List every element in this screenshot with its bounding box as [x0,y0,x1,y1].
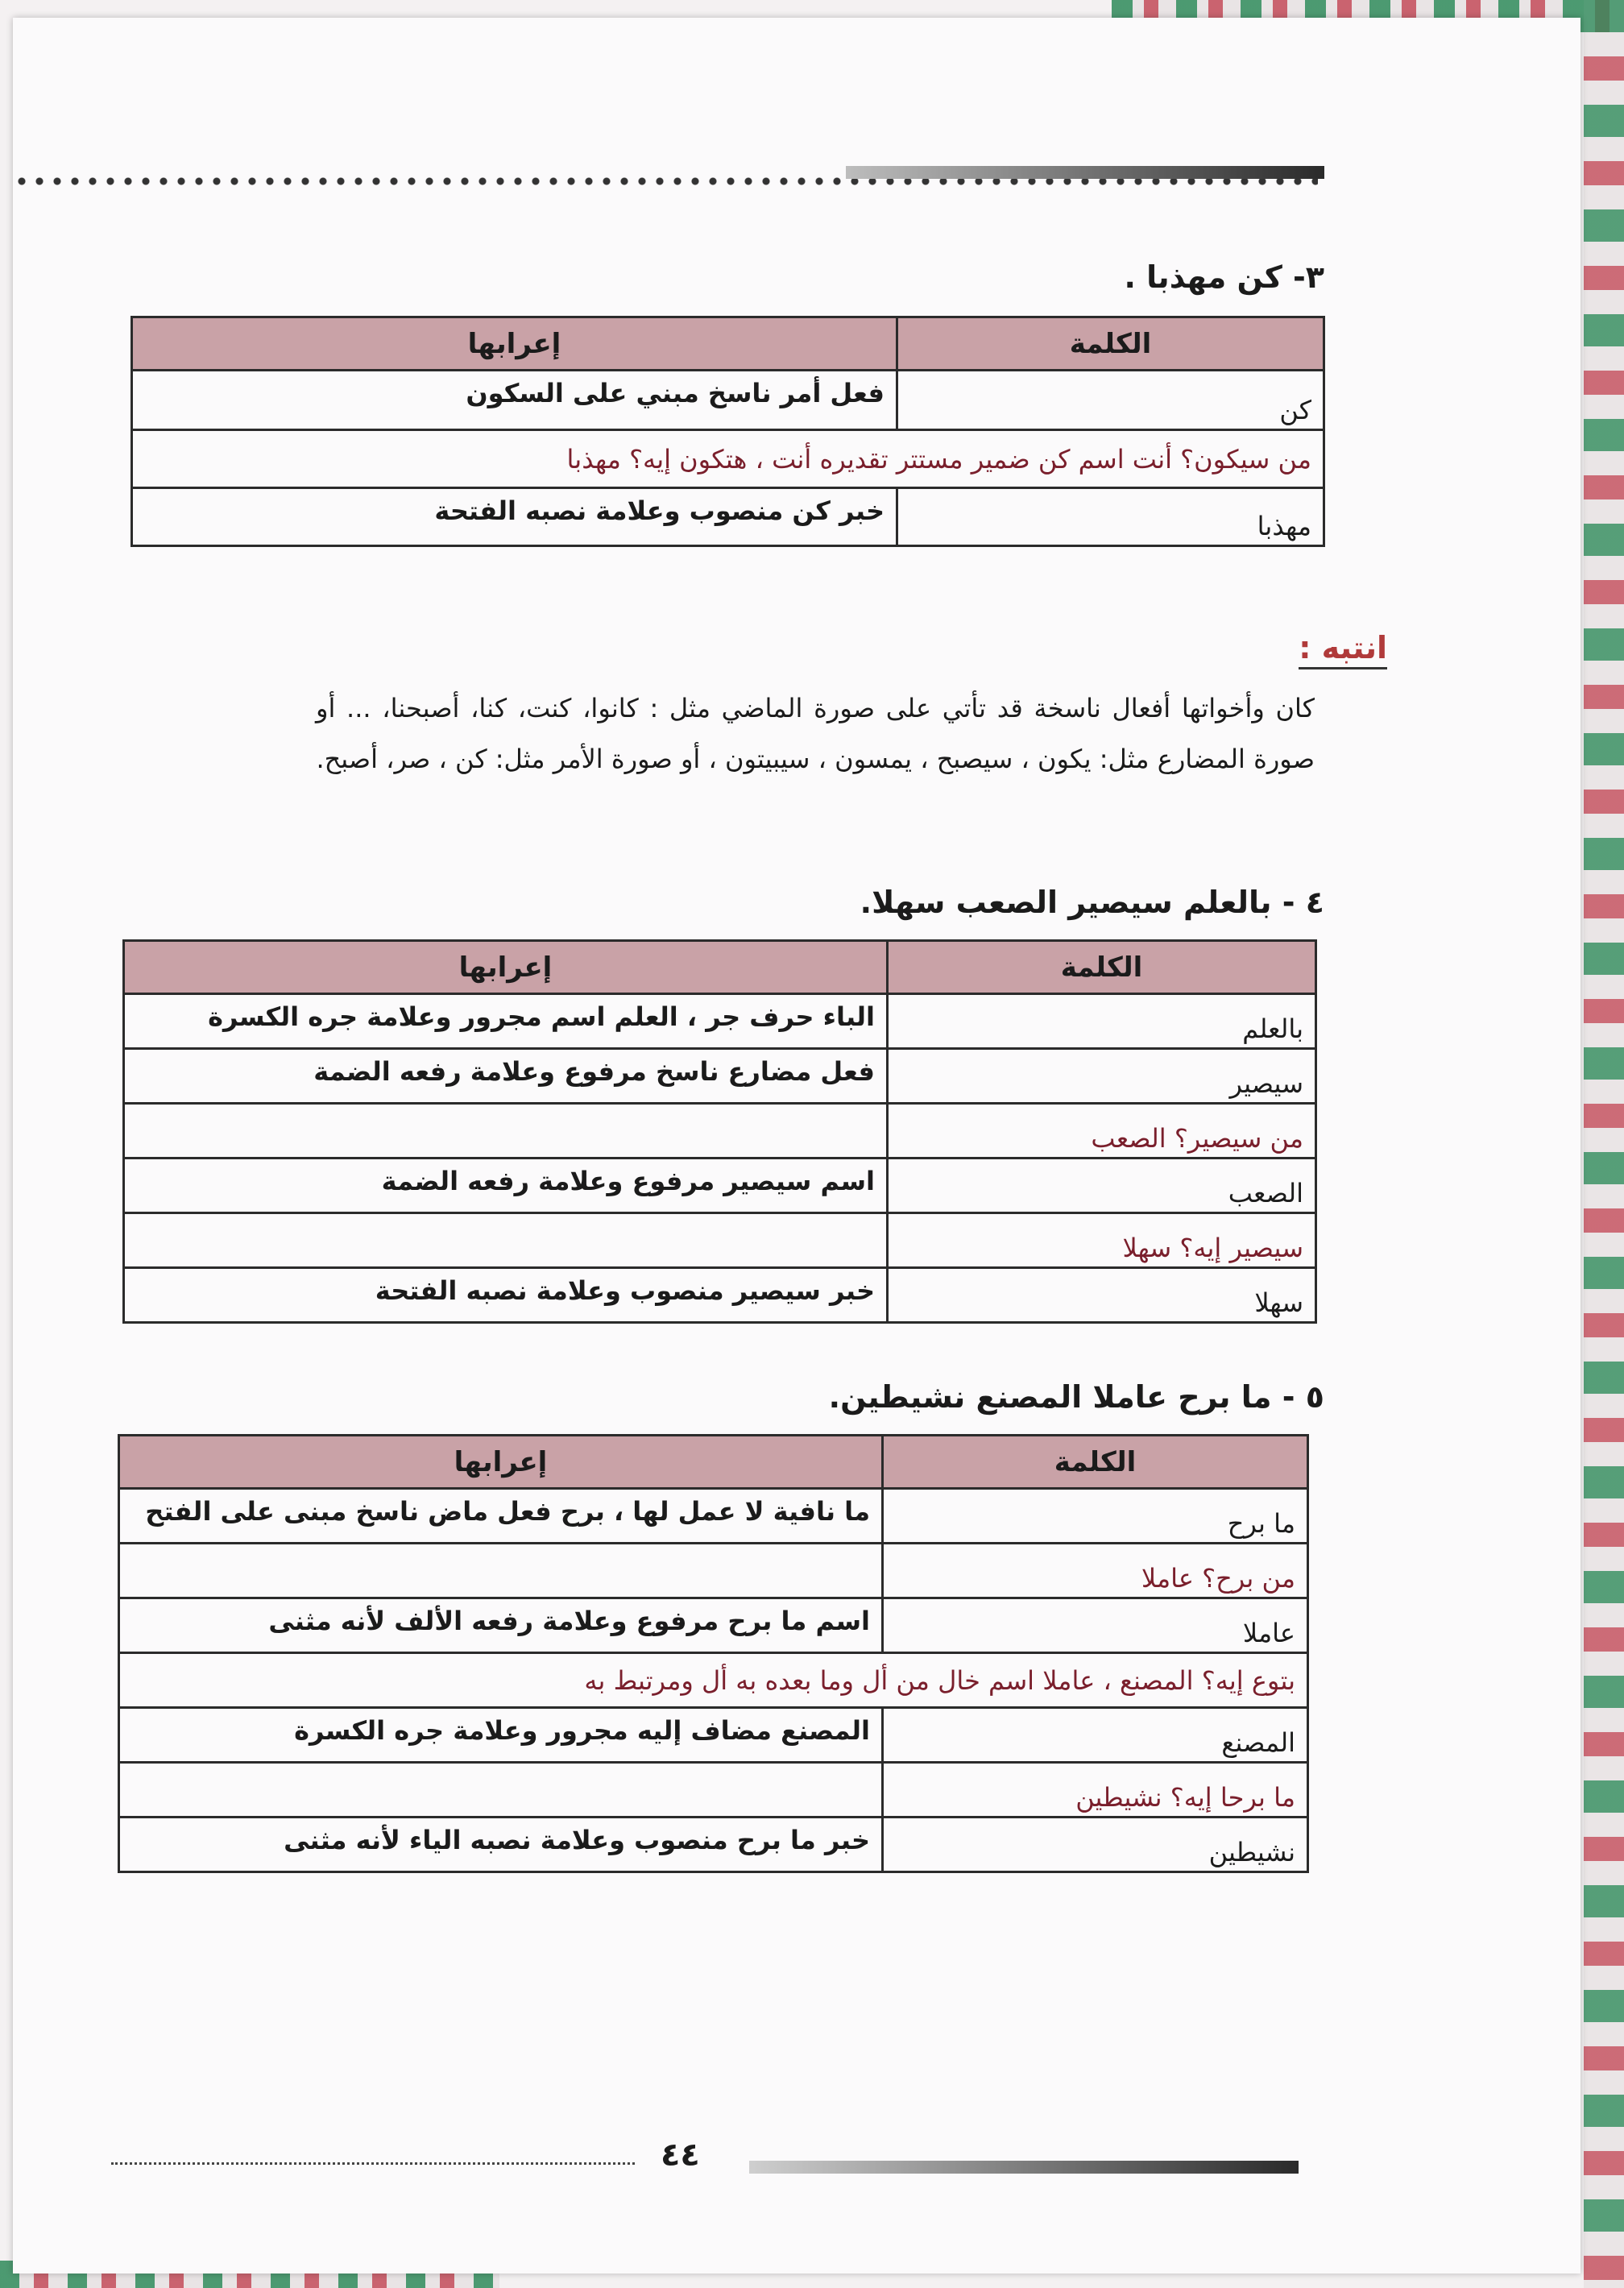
table-row [119,1763,1308,1818]
table-header-row [119,1436,1308,1489]
section-5-heading: ٥ - ما برح عاملا المصنع نشيطين. [828,1379,1324,1415]
section-4-table [122,939,1317,1324]
word-cell: ما برح [883,1489,1308,1544]
word-cell: سهلا [888,1268,1316,1323]
irab-cell: فعل مضارع ناسخ مرفوع وعلامة رفعه الضمة [124,1049,888,1104]
gradient-bar-bottom [749,2161,1299,2174]
table-row [124,1104,1316,1159]
question-cell: سيصير إيه؟ سهلا [888,1213,1316,1268]
irab-cell: خبر سيصير منصوب وعلامة نصبه الفتحة [124,1268,888,1323]
section-3-table [130,316,1325,547]
word-cell: مهذبا [897,488,1324,546]
table-row [119,1708,1308,1763]
section-4-heading: ٤ - بالعلم سيصير الصعب سهلا. [860,885,1324,920]
question-row: من سيكون؟ أنت اسم كن ضمير مستتر تقديره أنت ، هتكون إيه؟ مهذبا [132,430,1324,488]
table-row [132,430,1324,488]
note-title: انتبه : [1299,630,1387,669]
table-row [119,1489,1308,1544]
table-row [124,1268,1316,1323]
irab-cell: ما نافية لا عمل لها ، برح فعل ماض ناسخ مبنى على الفتح [119,1489,883,1544]
irab-cell: فعل أمر ناسخ مبني على السكون [132,371,897,430]
irab-cell: اسم سيصير مرفوع وعلامة رفعه الضمة [124,1159,888,1213]
table-row [119,1598,1308,1653]
irab-cell [119,1544,883,1598]
header-irab: إعرابها [119,1436,883,1489]
page-number: ٤٤ [661,2137,700,2174]
table-row [119,1653,1308,1708]
table-header-row [124,941,1316,994]
note-body: كان وأخواتها أفعال ناسخة قد تأتي على صورة الماضي مثل : كانوا، كنت، كنا، أصبحنا، ... أو صورة المضارع مثل: يكون ، سيصبح ، يمسون ، سيبيتون ، أو صورة الأمر مثل: كن ، صر، أصبح. [316,693,1315,774]
header-word: الكلمة [883,1436,1308,1489]
table-row [119,1818,1308,1872]
header-irab: إعرابها [124,941,888,994]
word-cell: سيصير [888,1049,1316,1104]
irab-cell: خبر ما برح منصوب وعلامة نصبه الياء لأنه مثنى [119,1818,883,1872]
decorative-border-right [1584,0,1624,2288]
table-row [132,371,1324,430]
header-irab: إعرابها [132,317,897,371]
table-row [124,1213,1316,1268]
dotted-rule-bottom [111,2159,635,2165]
header-word: الكلمة [888,941,1316,994]
word-cell: الصعب [888,1159,1316,1213]
table-row [124,1049,1316,1104]
gradient-bar-top [846,166,1324,179]
section-3-heading: ٣- كن مهذبا . [1124,259,1324,295]
irab-cell: اسم ما برح مرفوع وعلامة رفعه الألف لأنه مثنى [119,1598,883,1653]
header-word: الكلمة [897,317,1324,371]
table-row [132,488,1324,546]
table-row [124,1159,1316,1213]
question-cell: ما برحا إيه؟ نشيطين [883,1763,1308,1818]
question-row: بتوع إيه؟ المصنع ، عاملا اسم خال من أل وما بعده به أل ومرتبط به [119,1653,1308,1708]
word-cell: نشيطين [883,1818,1308,1872]
irab-cell [124,1213,888,1268]
table-row [119,1544,1308,1598]
section-5-table [118,1434,1309,1873]
word-cell: بالعلم [888,994,1316,1049]
word-cell: عاملا [883,1598,1308,1653]
irab-cell [119,1763,883,1818]
irab-cell: المصنع مضاف إليه مجرور وعلامة جره الكسرة [119,1708,883,1763]
irab-cell [124,1104,888,1159]
irab-cell: خبر كن منصوب وعلامة نصبه الفتحة [132,488,897,546]
table-row [124,994,1316,1049]
word-cell: كن [897,371,1324,430]
word-cell: المصنع [883,1708,1308,1763]
irab-cell: الباء حرف جر ، العلم اسم مجرور وعلامة جره الكسرة [124,994,888,1049]
table-header-row [132,317,1324,371]
question-cell: من برح؟ عاملا [883,1544,1308,1598]
question-cell: من سيصير؟ الصعب [888,1104,1316,1159]
